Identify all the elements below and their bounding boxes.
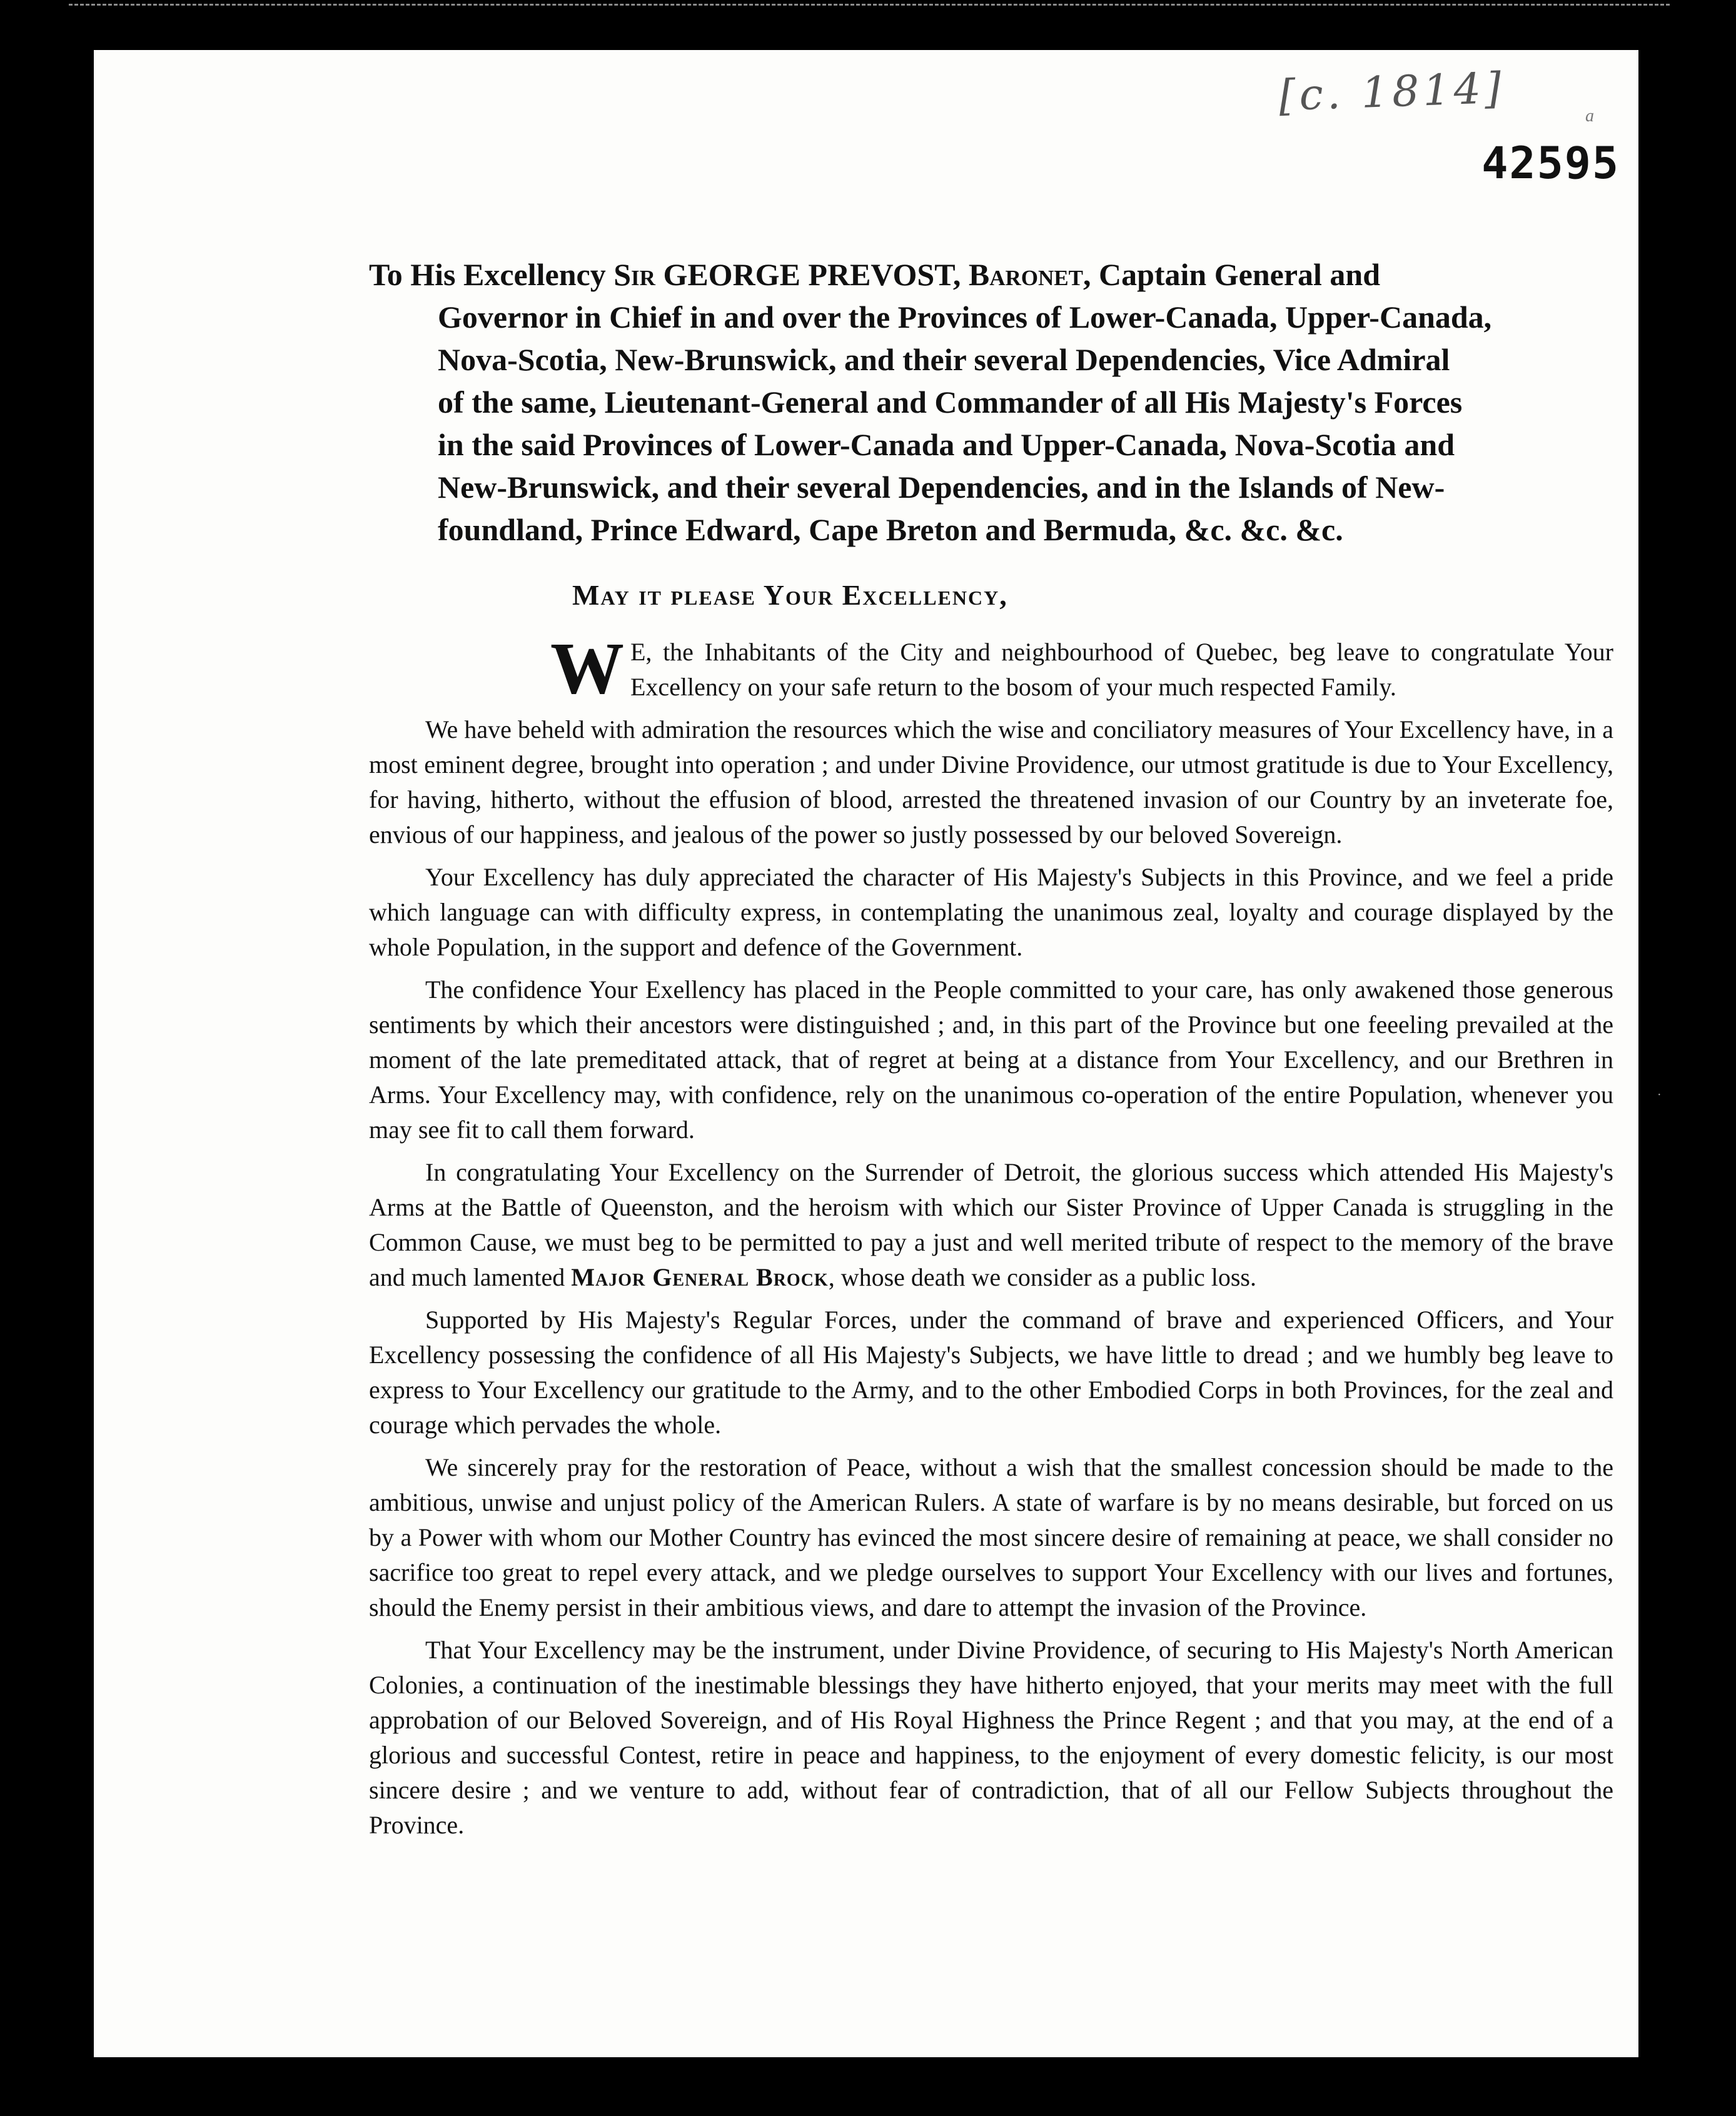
address-line: foundland, Prince Edward, Cape Breton and Bermuda, &c. &c. &c. [438, 512, 1343, 547]
address-line: Governor in Chief in and over the Provinces of Lower-Canada, Upper-Canada, [438, 300, 1492, 335]
address-heading [369, 253, 1613, 551]
drop-cap: W [550, 627, 624, 709]
paragraph: We sincerely pray for the restoration of Peace, without a wish that the smallest concession should be made to the ambitious, unwise and unjust policy of the American Rulers. A state of warfare is by no means desirable, but forced on us by a Power with whom our Mother Country has evinced the most sincere desire of remaining at peace, we shall consider no sacrifice too great to repel every attack, and we pledge ourselves to support Your Excellency with our lives and fortunes, should the Enemy persist in their ambitious views, and dare to attempt the invasion of the Province. [369, 1453, 1613, 1621]
address-line: To His Excellency Sir GEORGE PREVOST, Baronet, Captain General and [369, 257, 1381, 292]
paragraph: The confidence Your Exellency has placed in the People committed to your care, has only awakened those generous sentiments by which their ancestors were distinguished ; and, in this part of the Province but one feeeling prevailed at the moment of the late premeditated attack, that of regret at being at a distance from Your Excellency, and our Brethren in Arms. Your Excellency may, with confidence, rely on the unanimous co-operation of the entire Population, whenever you may see fit to call them forward. [369, 975, 1613, 1144]
paragraph: Supported by His Majesty's Regular Forces, under the command of brave and experienced Officers, and Your Excellency possessing the confidence of all His Majesty's Subjects, we have little to dread ; and we humbly beg leave to express to Your Excellency our gratitude to the Army, and to the other Embodied Corps in both Provinces, for the zeal and courage which pervades the whole. [369, 1306, 1613, 1439]
paper-speck: · [1657, 1088, 1662, 1102]
general-name: Major General Brock [571, 1263, 829, 1291]
address-line: of the same, Lieutenant-General and Commander of all His Majesty's Forces [438, 385, 1463, 420]
address-line: Nova-Scotia, New-Brunswick, and their several Dependencies, Vice Admiral [438, 342, 1450, 377]
document-page [94, 50, 1662, 2057]
salutation: May it please Your Excellency, [572, 579, 1008, 611]
address-line: New-Brunswick, and their several Dependencies, and in the Islands of New- [438, 470, 1445, 505]
paragraph: Your Excellency has duly appreciated the character of His Majesty's Subjects in this Province, and we feel a pride which language can with difficulty express, in contemplating the unanimous zeal, loyalty and courage displayed by the whole Population, in the support and defence of the Government. [369, 863, 1613, 961]
address-body [369, 627, 1613, 1850]
handwritten-catalog-note: [c. 1814] [1278, 63, 1506, 121]
paragraph: W E, the Inhabitants of the City and neighbourhood of Quebec, beg leave to congratulate Your Excellency on your safe return to the bosom of your much respected Family. [550, 627, 1613, 709]
address-line: in the said Provinces of Lower-Canada and Upper-Canada, Nova-Scotia and [438, 427, 1455, 462]
accession-number: 42595 [1481, 138, 1620, 189]
handwritten-mark: a [1585, 106, 1594, 126]
paragraph: That Your Excellency may be the instrument, under Divine Providence, of securing to His Majesty's North American Colonies, a continuation of the inestimable blessings they have hitherto enjoyed, that your merits may meet with the full approbation of our Beloved Sovereign, and of His Royal Highness the Prince Regent ; and that you may, at the end of a glorious and successful Contest, retire in peace and happiness, to the enjoyment of every domestic felicity, is our most sincere desire ; and we venture to add, without fear of contradiction, that of all our Fellow Subjects throughout the Province. [369, 1636, 1613, 1839]
film-edge-marks [69, 4, 1670, 14]
paragraph: We have beheld with admiration the resources which the wise and conciliatory measures of Your Excellency have, in a most eminent degree, brought into operation ; and under Divine Providence, our utmost gratitude is due to Your Excellency, for having, hitherto, without the effusion of blood, arrested the threatened invasion of our Country by an inveterate foe, envious of our happiness, and jealous of the power so justly possessed by our beloved Sovereign. [369, 715, 1613, 849]
paragraph: In congratulating Your Excellency on the Surrender of Detroit, the glorious success which attended His Majesty's Arms at the Battle of Queenston, and the heroism with which our Sister Province of Upper Canada is struggling in the Common Cause, we must beg to be permitted to pay a just and well merited tribute of respect to the memory of the brave and much lamented Major General Brock, whose death we consider as a public loss. [369, 1158, 1613, 1291]
